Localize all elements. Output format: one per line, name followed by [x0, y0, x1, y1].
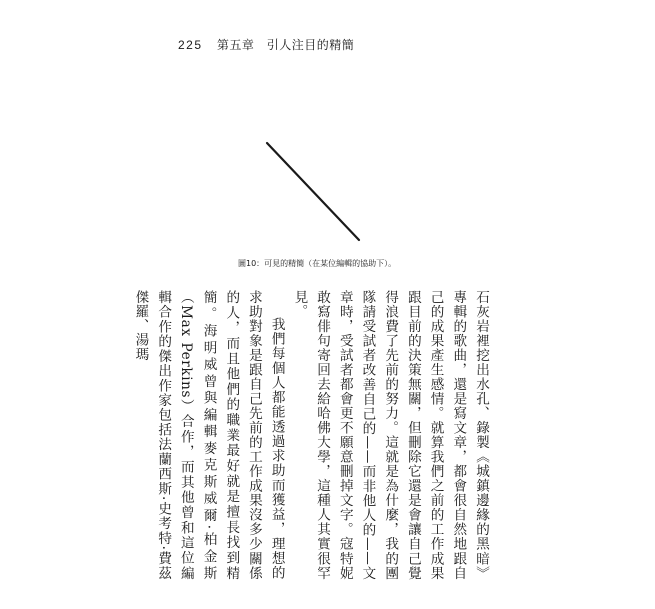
paragraph: 我們每個人都能透過求助而獲益，理想的求助對象是跟自己先前的工作成果沒多少關係的人，而且他們的職業最好就是擅長找到精簡。海明威曾與編輯麥克斯威爾·柏金斯（Max Perkins）合作，而其他曾和這位編輯合作的傑出作家包括法蘭西斯·史考特·費茲傑羅、湯瑪 — [132, 290, 285, 580]
chapter-title: 引人注目的精簡 — [266, 38, 355, 52]
body-text — [129, 290, 492, 580]
figure-caption: 圖10：可見的精簡（在某位編輯的協助下）。 — [238, 259, 397, 268]
diagonal-line — [267, 143, 359, 240]
chapter-label: 第五章 — [216, 38, 255, 52]
page-number: 225 — [178, 38, 203, 52]
paragraph: 石灰岩裡挖出水孔、錄製《城鎮邊緣的黑暗》專輯的歌曲，還是寫文章，都會很自然地跟自己的成果產生感情。就算我們之前的工作成果跟目前的決策無關，但刪除它還是會讓自己覺得浪費了先前的努力。這就是為什麼，我的團隊請受試者改善自己的——而非他人的——文章時，受試者都會更不願意刪掉文字。寇特妮敢寫俳句寄回去給哈佛大學，這種人其實很罕見。 — [291, 290, 489, 580]
